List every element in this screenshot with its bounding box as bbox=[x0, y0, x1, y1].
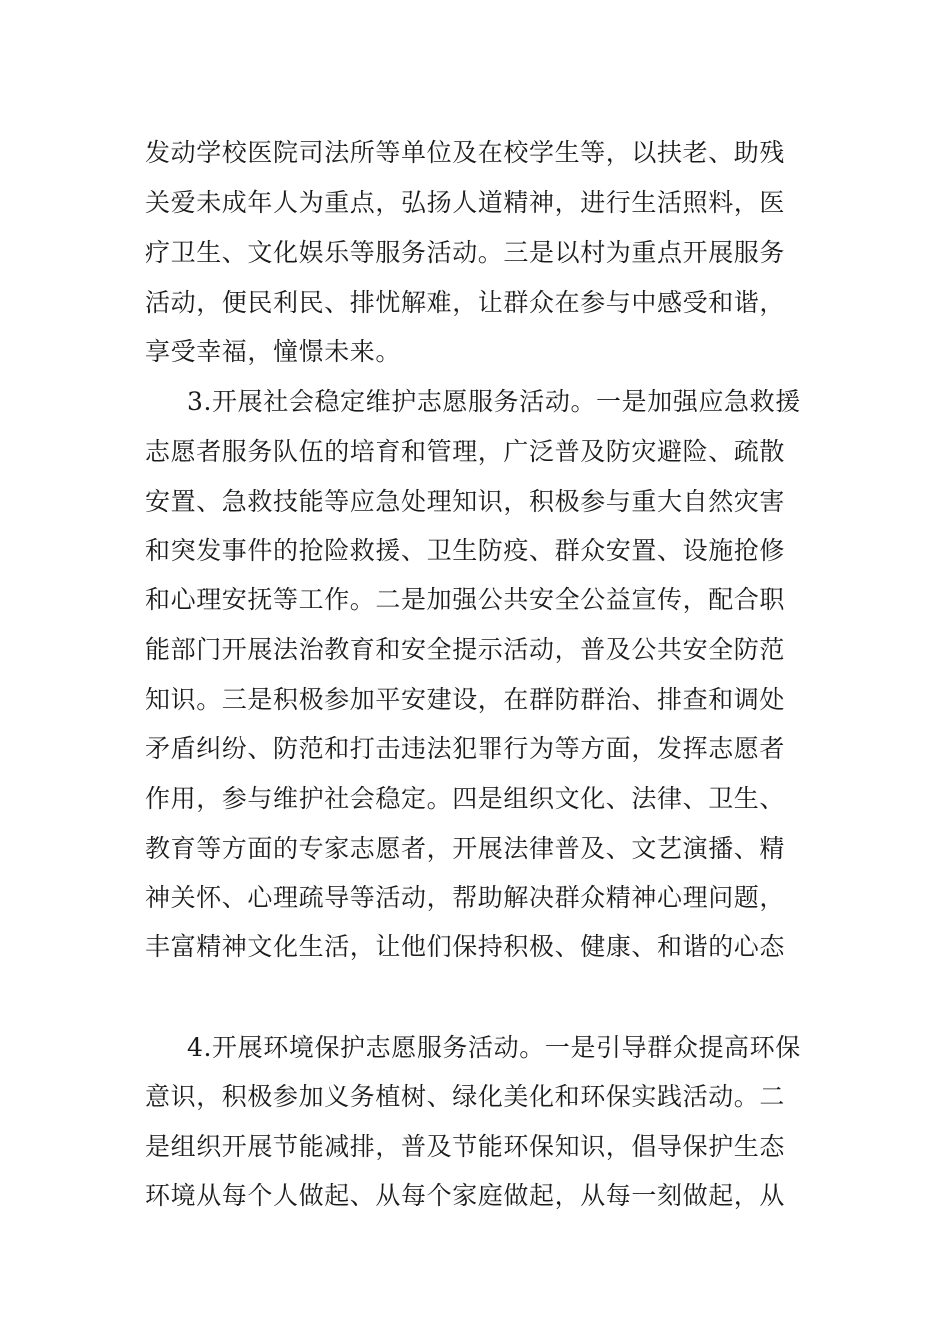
text-line: 丰富精神文化生活，让他们保持积极、健康、和谐的心态 bbox=[145, 932, 786, 961]
text-line: 作用，参与维护社会稳定。四是组织文化、法律、卫生、 bbox=[145, 784, 786, 813]
text-line: 安置、急救技能等应急处理知识，积极参与重大自然灾害 bbox=[145, 487, 786, 516]
text-line: 是组织开展节能减排，普及节能环保知识，倡导保护生态 bbox=[145, 1132, 786, 1161]
text-line: 能部门开展法治教育和安全提示活动，普及公共安全防范 bbox=[145, 635, 786, 664]
text-line: 教育等方面的专家志愿者，开展法律普及、文艺演播、精 bbox=[145, 834, 786, 863]
text-line: 活动，便民利民、排忧解难，让群众在参与中感受和谐， bbox=[145, 288, 786, 317]
text-line: 矛盾纠纷、防范和打击违法犯罪行为等方面，发挥志愿者 bbox=[145, 734, 786, 763]
text-line: 和心理安抚等工作。二是加强公共安全公益宣传，配合职 bbox=[145, 585, 786, 614]
text-line: 疗卫生、文化娱乐等服务活动。三是以村为重点开展服务 bbox=[145, 238, 786, 267]
text-line: 志愿者服务队伍的培育和管理，广泛普及防灾避险、疏散 bbox=[145, 437, 786, 466]
text-line: 享受幸福，憧憬未来。 bbox=[145, 337, 402, 366]
text-line: 神关怀、心理疏导等活动，帮助解决群众精神心理问题， bbox=[145, 883, 786, 912]
text-line: 发动学校医院司法所等单位及在校学生等，以扶老、助残 bbox=[145, 138, 786, 167]
text-line: 和突发事件的抢险救援、卫生防疫、群众安置、设施抢修 bbox=[145, 536, 786, 565]
text-line: 意识，积极参加义务植树、绿化美化和环保实践活动。二 bbox=[145, 1082, 786, 1111]
section-3-heading-line: 3.开展社会稳定维护志愿服务活动。一是加强应急救援 bbox=[187, 387, 801, 416]
text-line: 环境从每个人做起、从每个家庭做起，从每一刻做起，从 bbox=[145, 1181, 786, 1210]
text-line: 关爱未成年人为重点，弘扬人道精神，进行生活照料，医 bbox=[145, 188, 786, 217]
section-4-heading-line: 4.开展环境保护志愿服务活动。一是引导群众提高环保 bbox=[187, 1033, 801, 1062]
text-line: 知识。三是积极参加平安建设，在群防群治、排查和调处 bbox=[145, 685, 786, 714]
